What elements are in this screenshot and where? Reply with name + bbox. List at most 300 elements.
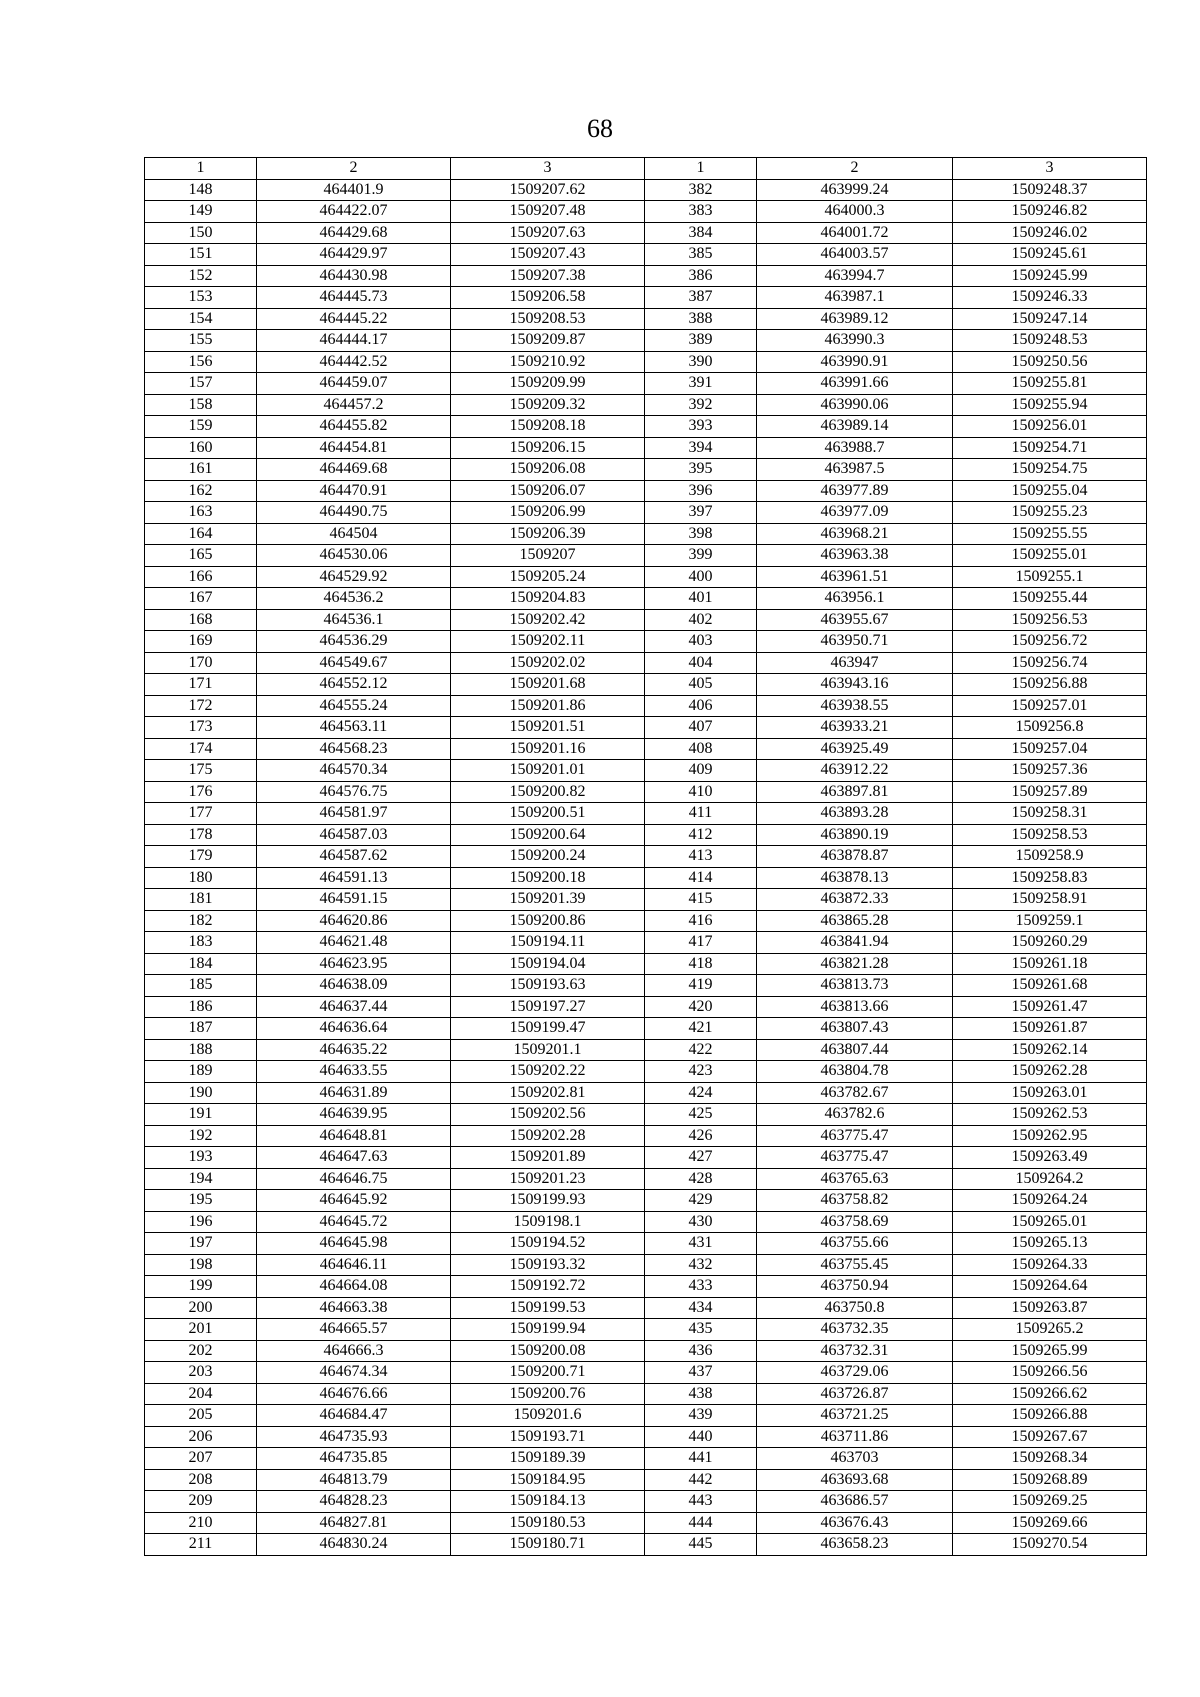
table-row	[145, 1383, 1147, 1405]
y-coordinate-cell: 1509206.07	[451, 480, 645, 502]
x-coordinate-cell: 464620.86	[257, 910, 451, 932]
point-number-cell: 412	[645, 824, 757, 846]
y-coordinate-cell: 1509200.51	[451, 803, 645, 825]
point-number-cell: 169	[145, 631, 257, 653]
x-coordinate-cell: 463782.6	[757, 1104, 953, 1126]
table-row	[145, 459, 1147, 481]
point-number-cell: 197	[145, 1233, 257, 1255]
y-coordinate-cell: 1509245.61	[953, 244, 1147, 266]
x-coordinate-cell: 464664.08	[257, 1276, 451, 1298]
table-row	[145, 1534, 1147, 1556]
x-coordinate-cell: 464813.79	[257, 1469, 451, 1491]
x-coordinate-cell: 463956.1	[757, 588, 953, 610]
x-coordinate-cell: 463658.23	[757, 1534, 953, 1556]
x-coordinate-cell: 464674.34	[257, 1362, 451, 1384]
y-coordinate-cell: 1509265.99	[953, 1340, 1147, 1362]
y-coordinate-cell: 1509258.31	[953, 803, 1147, 825]
table-row	[145, 932, 1147, 954]
point-number-cell: 401	[645, 588, 757, 610]
table-row	[145, 695, 1147, 717]
x-coordinate-cell: 463807.44	[757, 1039, 953, 1061]
point-number-cell: 400	[645, 566, 757, 588]
point-number-cell: 165	[145, 545, 257, 567]
table-row	[145, 1362, 1147, 1384]
x-coordinate-cell: 463977.09	[757, 502, 953, 524]
x-coordinate-cell: 464576.75	[257, 781, 451, 803]
table-row	[145, 394, 1147, 416]
x-coordinate-cell: 463721.25	[757, 1405, 953, 1427]
point-number-cell: 199	[145, 1276, 257, 1298]
header-cell: 2	[757, 158, 953, 180]
y-coordinate-cell: 1509264.24	[953, 1190, 1147, 1212]
point-number-cell: 438	[645, 1383, 757, 1405]
table-row	[145, 222, 1147, 244]
x-coordinate-cell: 463963.38	[757, 545, 953, 567]
y-coordinate-cell: 1509255.04	[953, 480, 1147, 502]
x-coordinate-cell: 463813.73	[757, 975, 953, 997]
table-row	[145, 1276, 1147, 1298]
coordinates-table	[144, 157, 1147, 1556]
y-coordinate-cell: 1509202.81	[451, 1082, 645, 1104]
x-coordinate-cell: 463897.81	[757, 781, 953, 803]
x-coordinate-cell: 463994.7	[757, 265, 953, 287]
x-coordinate-cell: 464552.12	[257, 674, 451, 696]
point-number-cell: 425	[645, 1104, 757, 1126]
x-coordinate-cell: 463990.91	[757, 351, 953, 373]
table-row	[145, 1104, 1147, 1126]
x-coordinate-cell: 464645.98	[257, 1233, 451, 1255]
x-coordinate-cell: 464631.89	[257, 1082, 451, 1104]
x-coordinate-cell: 463955.67	[757, 609, 953, 631]
point-number-cell: 192	[145, 1125, 257, 1147]
header-cell: 3	[953, 158, 1147, 180]
y-coordinate-cell: 1509246.82	[953, 201, 1147, 223]
point-number-cell: 420	[645, 996, 757, 1018]
point-number-cell: 424	[645, 1082, 757, 1104]
page-number: 68	[587, 114, 613, 143]
point-number-cell: 416	[645, 910, 757, 932]
y-coordinate-cell: 1509200.64	[451, 824, 645, 846]
point-number-cell: 206	[145, 1426, 257, 1448]
table-row	[145, 674, 1147, 696]
x-coordinate-cell: 463758.82	[757, 1190, 953, 1212]
x-coordinate-cell: 464490.75	[257, 502, 451, 524]
y-coordinate-cell: 1509207.62	[451, 179, 645, 201]
y-coordinate-cell: 1509210.92	[451, 351, 645, 373]
point-number-cell: 162	[145, 480, 257, 502]
point-number-cell: 440	[645, 1426, 757, 1448]
y-coordinate-cell: 1509262.53	[953, 1104, 1147, 1126]
table-header-row	[145, 158, 1147, 180]
y-coordinate-cell: 1509255.44	[953, 588, 1147, 610]
y-coordinate-cell: 1509261.18	[953, 953, 1147, 975]
point-number-cell: 437	[645, 1362, 757, 1384]
y-coordinate-cell: 1509264.64	[953, 1276, 1147, 1298]
y-coordinate-cell: 1509207.63	[451, 222, 645, 244]
point-number-cell: 152	[145, 265, 257, 287]
x-coordinate-cell: 464430.98	[257, 265, 451, 287]
table-row	[145, 803, 1147, 825]
x-coordinate-cell: 463977.89	[757, 480, 953, 502]
y-coordinate-cell: 1509202.11	[451, 631, 645, 653]
y-coordinate-cell: 1509258.83	[953, 867, 1147, 889]
x-coordinate-cell: 463925.49	[757, 738, 953, 760]
point-number-cell: 429	[645, 1190, 757, 1212]
point-number-cell: 415	[645, 889, 757, 911]
table-row	[145, 1491, 1147, 1513]
x-coordinate-cell: 464647.63	[257, 1147, 451, 1169]
table-row	[145, 738, 1147, 760]
point-number-cell: 210	[145, 1512, 257, 1534]
point-number-cell: 176	[145, 781, 257, 803]
point-number-cell: 204	[145, 1383, 257, 1405]
table-row	[145, 975, 1147, 997]
x-coordinate-cell: 463943.16	[757, 674, 953, 696]
y-coordinate-cell: 1509269.66	[953, 1512, 1147, 1534]
y-coordinate-cell: 1509200.71	[451, 1362, 645, 1384]
point-number-cell: 179	[145, 846, 257, 868]
y-coordinate-cell: 1509204.83	[451, 588, 645, 610]
point-number-cell: 388	[645, 308, 757, 330]
table-row	[145, 1082, 1147, 1104]
x-coordinate-cell: 464563.11	[257, 717, 451, 739]
x-coordinate-cell: 464665.57	[257, 1319, 451, 1341]
table-body	[145, 179, 1147, 1555]
y-coordinate-cell: 1509266.62	[953, 1383, 1147, 1405]
point-number-cell: 163	[145, 502, 257, 524]
point-number-cell: 392	[645, 394, 757, 416]
point-number-cell: 435	[645, 1319, 757, 1341]
x-coordinate-cell: 463813.66	[757, 996, 953, 1018]
x-coordinate-cell: 464636.64	[257, 1018, 451, 1040]
x-coordinate-cell: 463991.66	[757, 373, 953, 395]
y-coordinate-cell: 1509263.01	[953, 1082, 1147, 1104]
y-coordinate-cell: 1509201.6	[451, 1405, 645, 1427]
x-coordinate-cell: 463947	[757, 652, 953, 674]
y-coordinate-cell: 1509259.1	[953, 910, 1147, 932]
table-row	[145, 244, 1147, 266]
x-coordinate-cell: 463878.87	[757, 846, 953, 868]
x-coordinate-cell: 464003.57	[757, 244, 953, 266]
y-coordinate-cell: 1509268.89	[953, 1469, 1147, 1491]
y-coordinate-cell: 1509193.63	[451, 975, 645, 997]
point-number-cell: 382	[645, 179, 757, 201]
x-coordinate-cell: 464621.48	[257, 932, 451, 954]
x-coordinate-cell: 463878.13	[757, 867, 953, 889]
table-row	[145, 1147, 1147, 1169]
y-coordinate-cell: 1509256.53	[953, 609, 1147, 631]
point-number-cell: 150	[145, 222, 257, 244]
point-number-cell: 186	[145, 996, 257, 1018]
y-coordinate-cell: 1509194.11	[451, 932, 645, 954]
point-number-cell: 171	[145, 674, 257, 696]
point-number-cell: 201	[145, 1319, 257, 1341]
table-row	[145, 545, 1147, 567]
point-number-cell: 407	[645, 717, 757, 739]
table-row	[145, 566, 1147, 588]
table-row	[145, 781, 1147, 803]
y-coordinate-cell: 1509264.2	[953, 1168, 1147, 1190]
y-coordinate-cell: 1509254.75	[953, 459, 1147, 481]
y-coordinate-cell: 1509198.1	[451, 1211, 645, 1233]
x-coordinate-cell: 463755.66	[757, 1233, 953, 1255]
x-coordinate-cell: 464666.3	[257, 1340, 451, 1362]
y-coordinate-cell: 1509264.33	[953, 1254, 1147, 1276]
point-number-cell: 202	[145, 1340, 257, 1362]
y-coordinate-cell: 1509263.87	[953, 1297, 1147, 1319]
point-number-cell: 418	[645, 953, 757, 975]
point-number-cell: 167	[145, 588, 257, 610]
y-coordinate-cell: 1509193.71	[451, 1426, 645, 1448]
x-coordinate-cell: 463750.8	[757, 1297, 953, 1319]
y-coordinate-cell: 1509263.49	[953, 1147, 1147, 1169]
point-number-cell: 421	[645, 1018, 757, 1040]
point-number-cell: 149	[145, 201, 257, 223]
table-row	[145, 1297, 1147, 1319]
y-coordinate-cell: 1509209.87	[451, 330, 645, 352]
point-number-cell: 190	[145, 1082, 257, 1104]
y-coordinate-cell: 1509205.24	[451, 566, 645, 588]
x-coordinate-cell: 464536.2	[257, 588, 451, 610]
y-coordinate-cell: 1509207.38	[451, 265, 645, 287]
point-number-cell: 188	[145, 1039, 257, 1061]
x-coordinate-cell: 464827.81	[257, 1512, 451, 1534]
y-coordinate-cell: 1509189.39	[451, 1448, 645, 1470]
point-number-cell: 406	[645, 695, 757, 717]
point-number-cell: 196	[145, 1211, 257, 1233]
table-row	[145, 416, 1147, 438]
x-coordinate-cell: 464637.44	[257, 996, 451, 1018]
x-coordinate-cell: 464457.2	[257, 394, 451, 416]
point-number-cell: 178	[145, 824, 257, 846]
x-coordinate-cell: 464445.73	[257, 287, 451, 309]
y-coordinate-cell: 1509256.01	[953, 416, 1147, 438]
y-coordinate-cell: 1509256.74	[953, 652, 1147, 674]
point-number-cell: 397	[645, 502, 757, 524]
table-row	[145, 373, 1147, 395]
header-cell: 1	[145, 158, 257, 180]
table-row	[145, 265, 1147, 287]
point-number-cell: 411	[645, 803, 757, 825]
point-number-cell: 194	[145, 1168, 257, 1190]
point-number-cell: 157	[145, 373, 257, 395]
point-number-cell: 441	[645, 1448, 757, 1470]
y-coordinate-cell: 1509256.72	[953, 631, 1147, 653]
table-row	[145, 1233, 1147, 1255]
point-number-cell: 383	[645, 201, 757, 223]
point-number-cell: 180	[145, 867, 257, 889]
y-coordinate-cell: 1509206.08	[451, 459, 645, 481]
x-coordinate-cell: 463988.7	[757, 437, 953, 459]
y-coordinate-cell: 1509245.99	[953, 265, 1147, 287]
point-number-cell: 413	[645, 846, 757, 868]
x-coordinate-cell: 464536.29	[257, 631, 451, 653]
x-coordinate-cell: 463758.69	[757, 1211, 953, 1233]
y-coordinate-cell: 1509200.82	[451, 781, 645, 803]
y-coordinate-cell: 1509202.22	[451, 1061, 645, 1083]
point-number-cell: 205	[145, 1405, 257, 1427]
x-coordinate-cell: 463782.67	[757, 1082, 953, 1104]
point-number-cell: 183	[145, 932, 257, 954]
x-coordinate-cell: 463804.78	[757, 1061, 953, 1083]
x-coordinate-cell: 463765.63	[757, 1168, 953, 1190]
x-coordinate-cell: 463999.24	[757, 179, 953, 201]
point-number-cell: 160	[145, 437, 257, 459]
y-coordinate-cell: 1509262.95	[953, 1125, 1147, 1147]
y-coordinate-cell: 1509265.13	[953, 1233, 1147, 1255]
x-coordinate-cell: 463693.68	[757, 1469, 953, 1491]
point-number-cell: 209	[145, 1491, 257, 1513]
y-coordinate-cell: 1509201.86	[451, 695, 645, 717]
x-coordinate-cell: 464587.62	[257, 846, 451, 868]
x-coordinate-cell: 464830.24	[257, 1534, 451, 1556]
y-coordinate-cell: 1509248.37	[953, 179, 1147, 201]
x-coordinate-cell: 463938.55	[757, 695, 953, 717]
x-coordinate-cell: 463726.87	[757, 1383, 953, 1405]
point-number-cell: 177	[145, 803, 257, 825]
table-row	[145, 652, 1147, 674]
x-coordinate-cell: 464504	[257, 523, 451, 545]
y-coordinate-cell: 1509258.53	[953, 824, 1147, 846]
table-row	[145, 287, 1147, 309]
point-number-cell: 396	[645, 480, 757, 502]
point-number-cell: 393	[645, 416, 757, 438]
x-coordinate-cell: 464000.3	[757, 201, 953, 223]
y-coordinate-cell: 1509180.53	[451, 1512, 645, 1534]
y-coordinate-cell: 1509202.56	[451, 1104, 645, 1126]
point-number-cell: 444	[645, 1512, 757, 1534]
x-coordinate-cell: 463703	[757, 1448, 953, 1470]
y-coordinate-cell: 1509246.02	[953, 222, 1147, 244]
x-coordinate-cell: 463990.06	[757, 394, 953, 416]
point-number-cell: 385	[645, 244, 757, 266]
y-coordinate-cell: 1509201.51	[451, 717, 645, 739]
point-number-cell: 423	[645, 1061, 757, 1083]
point-number-cell: 428	[645, 1168, 757, 1190]
y-coordinate-cell: 1509258.9	[953, 846, 1147, 868]
table-row	[145, 631, 1147, 653]
x-coordinate-cell: 463775.47	[757, 1125, 953, 1147]
table-row	[145, 480, 1147, 502]
x-coordinate-cell: 463755.45	[757, 1254, 953, 1276]
point-number-cell: 403	[645, 631, 757, 653]
y-coordinate-cell: 1509248.53	[953, 330, 1147, 352]
table-row	[145, 201, 1147, 223]
y-coordinate-cell: 1509201.89	[451, 1147, 645, 1169]
point-number-cell: 185	[145, 975, 257, 997]
table-row	[145, 308, 1147, 330]
x-coordinate-cell: 463961.51	[757, 566, 953, 588]
x-coordinate-cell: 463807.43	[757, 1018, 953, 1040]
x-coordinate-cell: 464470.91	[257, 480, 451, 502]
y-coordinate-cell: 1509257.36	[953, 760, 1147, 782]
x-coordinate-cell: 463821.28	[757, 953, 953, 975]
y-coordinate-cell: 1509200.18	[451, 867, 645, 889]
x-coordinate-cell: 464444.17	[257, 330, 451, 352]
y-coordinate-cell: 1509255.94	[953, 394, 1147, 416]
y-coordinate-cell: 1509197.27	[451, 996, 645, 1018]
table-row	[145, 437, 1147, 459]
y-coordinate-cell: 1509208.53	[451, 308, 645, 330]
table-row	[145, 609, 1147, 631]
table-row	[145, 824, 1147, 846]
x-coordinate-cell: 463872.33	[757, 889, 953, 911]
point-number-cell: 168	[145, 609, 257, 631]
y-coordinate-cell: 1509200.76	[451, 1383, 645, 1405]
point-number-cell: 405	[645, 674, 757, 696]
y-coordinate-cell: 1509258.91	[953, 889, 1147, 911]
y-coordinate-cell: 1509199.93	[451, 1190, 645, 1212]
x-coordinate-cell: 463841.94	[757, 932, 953, 954]
y-coordinate-cell: 1509199.94	[451, 1319, 645, 1341]
y-coordinate-cell: 1509207	[451, 545, 645, 567]
point-number-cell: 422	[645, 1039, 757, 1061]
x-coordinate-cell: 464684.47	[257, 1405, 451, 1427]
y-coordinate-cell: 1509256.8	[953, 717, 1147, 739]
table-row	[145, 1340, 1147, 1362]
table-row	[145, 1125, 1147, 1147]
x-coordinate-cell: 463732.31	[757, 1340, 953, 1362]
y-coordinate-cell: 1509261.47	[953, 996, 1147, 1018]
y-coordinate-cell: 1509200.08	[451, 1340, 645, 1362]
x-coordinate-cell: 464530.06	[257, 545, 451, 567]
x-coordinate-cell: 464639.95	[257, 1104, 451, 1126]
point-number-cell: 153	[145, 287, 257, 309]
y-coordinate-cell: 1509257.89	[953, 781, 1147, 803]
y-coordinate-cell: 1509256.88	[953, 674, 1147, 696]
point-number-cell: 419	[645, 975, 757, 997]
y-coordinate-cell: 1509257.04	[953, 738, 1147, 760]
point-number-cell: 410	[645, 781, 757, 803]
table-row	[145, 1061, 1147, 1083]
y-coordinate-cell: 1509255.23	[953, 502, 1147, 524]
x-coordinate-cell: 464633.55	[257, 1061, 451, 1083]
point-number-cell: 182	[145, 910, 257, 932]
point-number-cell: 193	[145, 1147, 257, 1169]
x-coordinate-cell: 463676.43	[757, 1512, 953, 1534]
y-coordinate-cell: 1509200.86	[451, 910, 645, 932]
point-number-cell: 203	[145, 1362, 257, 1384]
x-coordinate-cell: 464676.66	[257, 1383, 451, 1405]
table-row	[145, 867, 1147, 889]
x-coordinate-cell: 463990.3	[757, 330, 953, 352]
x-coordinate-cell: 464469.68	[257, 459, 451, 481]
point-number-cell: 414	[645, 867, 757, 889]
y-coordinate-cell: 1509192.72	[451, 1276, 645, 1298]
x-coordinate-cell: 463729.06	[757, 1362, 953, 1384]
table-row	[145, 996, 1147, 1018]
point-number-cell: 159	[145, 416, 257, 438]
point-number-cell: 431	[645, 1233, 757, 1255]
y-coordinate-cell: 1509255.1	[953, 566, 1147, 588]
y-coordinate-cell: 1509208.18	[451, 416, 645, 438]
y-coordinate-cell: 1509255.01	[953, 545, 1147, 567]
x-coordinate-cell: 464429.97	[257, 244, 451, 266]
y-coordinate-cell: 1509257.01	[953, 695, 1147, 717]
x-coordinate-cell: 463865.28	[757, 910, 953, 932]
y-coordinate-cell: 1509247.14	[953, 308, 1147, 330]
y-coordinate-cell: 1509266.88	[953, 1405, 1147, 1427]
table-row	[145, 1469, 1147, 1491]
y-coordinate-cell: 1509246.33	[953, 287, 1147, 309]
y-coordinate-cell: 1509202.28	[451, 1125, 645, 1147]
table-row	[145, 588, 1147, 610]
table-row	[145, 953, 1147, 975]
point-number-cell: 390	[645, 351, 757, 373]
point-number-cell: 154	[145, 308, 257, 330]
y-coordinate-cell: 1509201.1	[451, 1039, 645, 1061]
x-coordinate-cell: 464735.93	[257, 1426, 451, 1448]
